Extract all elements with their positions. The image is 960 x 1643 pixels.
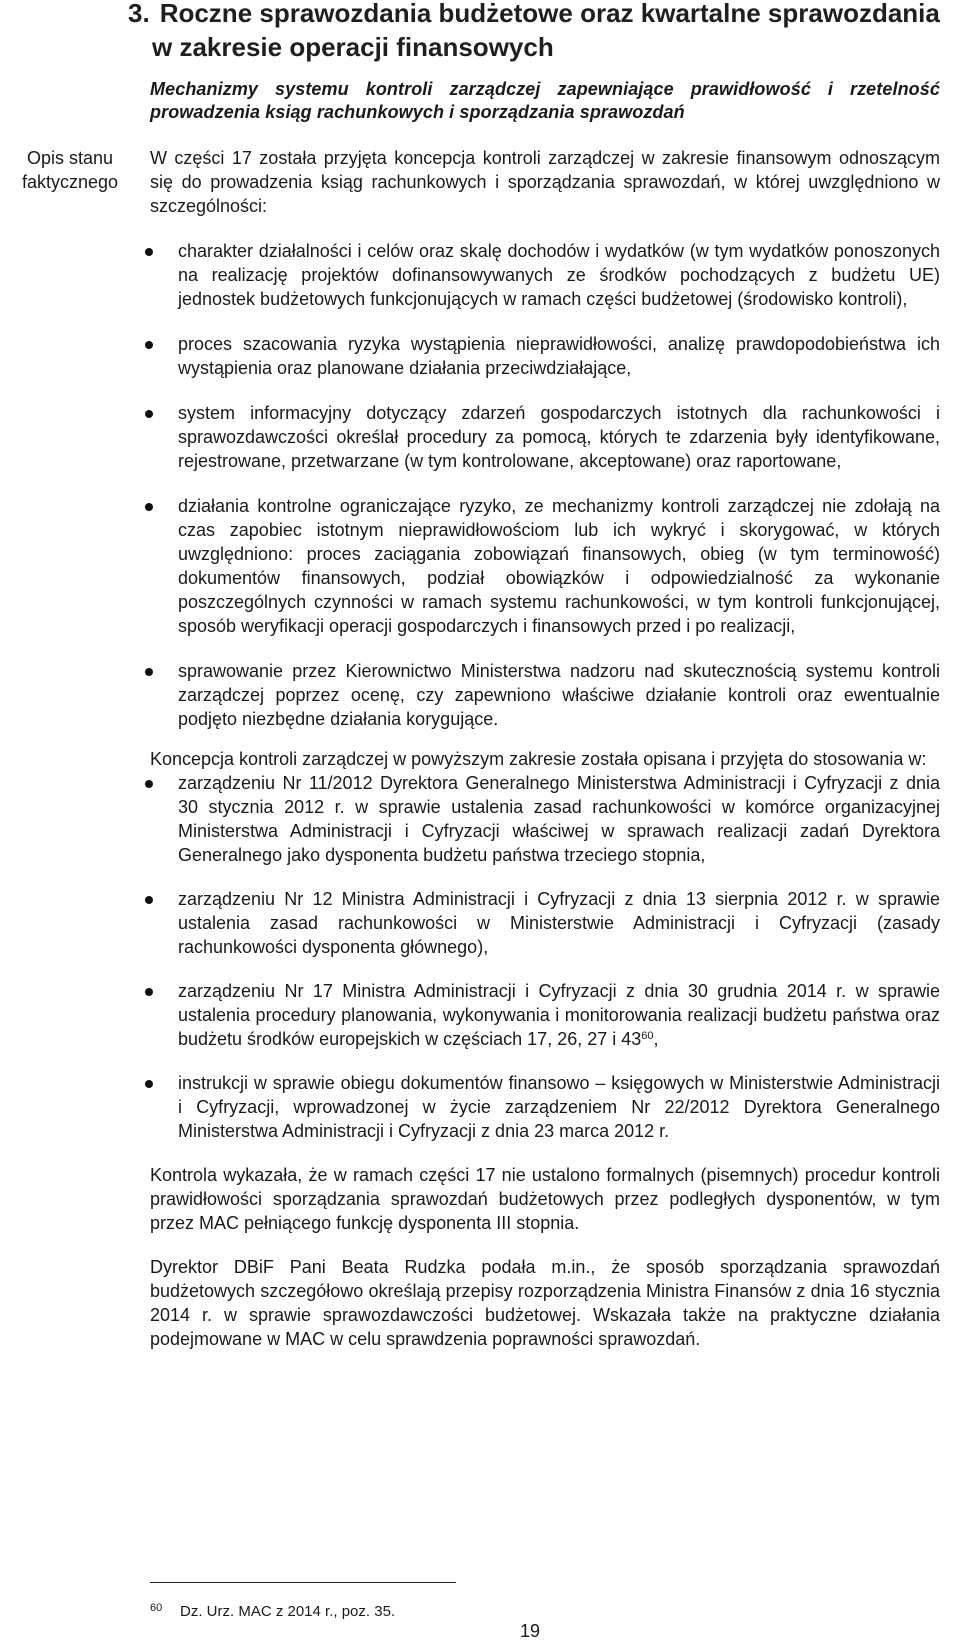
section-title-line1: Roczne sprawozdania budżetowe oraz kwartalne sprawozdania: [159, 0, 940, 28]
section-title-line2: w zakresie operacji finansowych: [152, 32, 554, 62]
control-findings-paragraph: Kontrola wykazała, że w ramach części 17 nie ustalono formalnych (pisemnych) procedur kontroli prawidłowości sporządzania sprawozdań budżetowych przez podległych dysponentów, w tym przez MAC pełniącego funkcję dysponenta III stopnia.: [150, 1165, 940, 1233]
footnote: [150, 1598, 750, 1622]
side-label-line2: faktycznego: [21, 172, 119, 192]
list-item-text: zarządzeniu Nr 12 Ministra Administracji i Cyfryzacji z dnia 13 sierpnia 2012 r. w sprawie ustalenia zasad rachunkowości w Ministerstwie Administracji i Cyfryzacji (zasady rachunkowości dysponenta głównego),: [178, 889, 940, 957]
list-item-text-tail: ,: [653, 1029, 659, 1049]
section-heading: [128, 0, 940, 64]
list-item: [150, 239, 940, 311]
bullet-icon: [145, 668, 153, 676]
director-statement-paragraph: Dyrektor DBiF Pani Beata Rudzka podała m.in., że sposób sporządzania sprawozdań budżetowych szczegółowo określają przepisy rozporządzenia Ministra Finansów z dnia 16 stycznia 2014 r. w sprawie sprawozdawczości budżetowej. Wskazała także na praktyczne działania podejmowane w MAC w celu sprawdzenia poprawności sprawozdań.: [150, 1257, 940, 1349]
bullet-icon: [145, 780, 153, 788]
section-number: 3.: [128, 0, 150, 28]
list-item-text: system informacyjny dotyczący zdarzeń gospodarczych istotnych dla rachunkowości i sprawozdawczości określał procedury za pomocą, których te zdarzenia były identyfikowane, rejestrowane, przetwarzane (w tym kontrolowane, akceptowane) oraz raportowane,: [178, 403, 940, 471]
list-item-text: sprawowanie przez Kierownictwo Ministerstwa nadzoru nad skutecznością systemu kontroli zarządczej poprzez ocenę, czy zapewniono właściwe działanie kontroli oraz ewentualnie podjęto niezbędne działania korygujące.: [178, 661, 940, 729]
list-item: [150, 494, 940, 638]
list-item: [150, 887, 940, 959]
list-item-text: zarządzeniu Nr 11/2012 Dyrektora Generalnego Ministerstwa Administracji i Cyfryzacji z dnia 30 stycznia 2012 r. w sprawie ustalenia zasad rachunkowości w komórce organizacyjnej Ministerstwa Administracji i Cyfryzacji właściwej w sprawach realizacji zadań Dyrektora Generalnego jako dysponenta budżetu państwa trzeciego stopnia,: [178, 773, 940, 865]
list-item-text: charakter działalności i celów oraz skalę dochodów i wydatków (w tym wydatków ponoszonych na realizację projektów dofinansowywanych ze środków pochodzących z budżetu UE) jednostek budżetowych funkcjonujących w ramach części budżetowej (środowisko kontroli),: [178, 241, 940, 309]
side-label-line1: Opis stanu: [26, 148, 114, 168]
footnote-reference[interactable]: 60: [641, 1030, 654, 1042]
list-item: [150, 1071, 940, 1143]
bullet-list-1: [150, 239, 940, 731]
footnote-number: 60: [150, 1602, 163, 1614]
list-item-text: zarządzeniu Nr 17 Ministra Administracji i Cyfryzacji z dnia 30 grudnia 2014 r. w sprawie ustalenia procedury planowania, wykonywania i monitorowania realizacji budżetu państwa oraz budżetu środków europejskich w częściach 17, 26, 27 i 43: [178, 981, 940, 1049]
list-item-text: instrukcji w sprawie obiegu dokumentów finansowo – księgowych w Ministerstwie Administracji i Cyfryzacji, wprowadzonej w życie zarządzeniem Nr 22/2012 Dyrektora Generalnego Ministerstwa Administracji i Cyfryzacji z dnia 23 marca 2012 r.: [178, 1073, 940, 1141]
bullet-icon: [145, 1080, 153, 1088]
footnote-text: Dz. Urz. MAC z 2014 r., poz. 35.: [180, 1603, 396, 1620]
main-content: [150, 146, 940, 1351]
list-item: [150, 979, 940, 1051]
footnote-divider: [150, 1582, 456, 1583]
bullet-icon: [145, 248, 153, 256]
intro-paragraph: W części 17 została przyjęta koncepcja kontroli zarządczej w zakresie finansowym odnoszącym się do prowadzenia ksiąg rachunkowych i sporządzania sprawozdań, w której uwzględniono w szczególności:: [150, 148, 940, 216]
list-item-text: proces szacowania ryzyka wystąpienia nieprawidłowości, analizę prawdopodobieństwa ich wystąpienia oraz planowane działania przeciwdziałające,: [178, 334, 940, 378]
bullet-icon: [145, 896, 153, 904]
bullet-icon: [145, 503, 153, 511]
list-item-text: działania kontrolne ograniczające ryzyko, ze mechanizmy kontroli zarządczej nie zdołają na czas zapobiec istotnym nieprawidłowościom lub ich wykryć i skorygować, w których uwzględniono: proces zaciągania zobowiązań finansowych, obieg (w tym terminowość) dokumentów finansowych, podział obowiązków i odpowiedzialność za wykonanie poszczególnych czynności w ramach systemu rachunkowości, w tym kontroli funkcjonującej, sposób weryfikacji operacji gospodarczych i finansowych przed i po realizacji,: [178, 496, 940, 636]
page-number: 19: [520, 1621, 541, 1641]
bullet-icon: [145, 988, 153, 996]
side-label: [0, 146, 140, 194]
list-item: [150, 401, 940, 473]
list-item: [150, 771, 940, 867]
bullet-list-2: [150, 771, 940, 1143]
concept-intro-paragraph: Koncepcja kontroli zarządczej w powyższym zakresie została opisana i przyjęta do stosowania w:: [150, 749, 927, 769]
subheading: Mechanizmy systemu kontroli zarządczej zapewniające prawidłowość i rzetelność prowadzenia ksiąg rachunkowych i sporządzania sprawozdań: [150, 79, 940, 122]
bullet-icon: [145, 341, 153, 349]
bullet-icon: [145, 410, 153, 418]
list-item: [150, 332, 940, 380]
list-item: [150, 659, 940, 731]
